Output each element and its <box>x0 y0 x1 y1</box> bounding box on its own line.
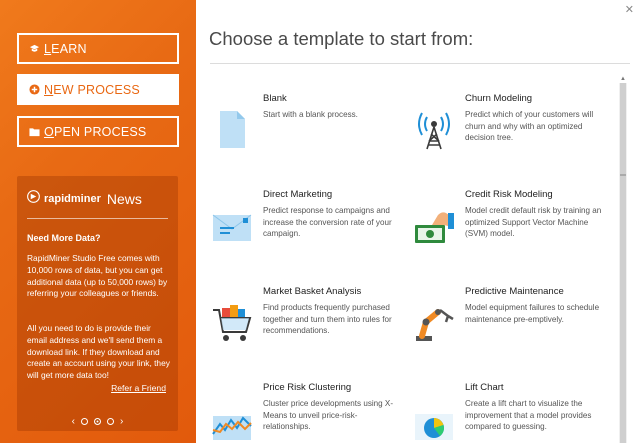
pager-dot-active[interactable] <box>94 418 101 425</box>
template-predictive-maintenance[interactable] <box>412 286 612 376</box>
template-description: Start with a blank process. <box>263 110 358 119</box>
news-paragraph-1: RapidMiner Studio Free comes with 10,000 rows of data, but you can get additional data (up to 50,000 rows) by referring your colleagues or friends. <box>27 253 168 299</box>
news-heading: Need More Data? <box>27 233 101 243</box>
price-chart-icon <box>210 396 254 440</box>
blank-document-icon <box>210 107 254 151</box>
scrollbar-grip-icon <box>620 174 626 176</box>
page-title: Choose a template to start from: <box>209 28 474 49</box>
news-brand: rapidminer <box>44 193 101 205</box>
template-name: Predictive Maintenance <box>465 286 564 297</box>
template-churn-modeling[interactable] <box>412 93 612 183</box>
template-name: Lift Chart <box>465 382 504 393</box>
open-process-label-rest: PEN PROCESS <box>53 124 147 139</box>
template-content <box>196 0 640 443</box>
scrollbar-track[interactable] <box>619 83 627 443</box>
news-panel <box>17 176 178 431</box>
template-direct-marketing[interactable] <box>210 189 410 279</box>
sidebar <box>0 0 196 443</box>
rapidminer-logo-icon <box>27 190 40 208</box>
template-description: Predict response to campaigns and increase the conversion rate of your campaign. <box>263 206 392 239</box>
new-process-button[interactable] <box>17 74 179 105</box>
shopping-cart-icon <box>210 300 254 344</box>
money-hand-icon <box>412 203 456 247</box>
plus-circle-icon <box>28 84 40 96</box>
news-title: News <box>106 191 142 207</box>
template-description: Create a lift chart to visualize the improvement that a model provides compared to guessing. <box>465 399 592 432</box>
template-name: Market Basket Analysis <box>263 286 362 297</box>
template-description: Find products frequently purchased together and turn them into rules for recommendations. <box>263 303 392 336</box>
title-divider <box>210 63 630 64</box>
learn-label-rest: EARN <box>51 41 87 56</box>
robot-arm-icon <box>412 300 456 344</box>
close-icon[interactable]: ✕ <box>624 4 634 16</box>
pie-chart-icon <box>412 396 456 440</box>
scroll-up-icon[interactable]: ▲ <box>620 76 626 82</box>
graduation-cap-icon <box>28 43 40 55</box>
template-name: Credit Risk Modeling <box>465 189 553 200</box>
template-description: Model equipment failures to schedule maintenance pre-emptively. <box>465 303 600 324</box>
scrollbar-thumb[interactable] <box>620 83 626 443</box>
template-name: Direct Marketing <box>263 189 333 200</box>
template-blank[interactable] <box>210 93 410 183</box>
template-price-risk-clustering[interactable] <box>210 382 410 443</box>
template-name: Price Risk Clustering <box>263 382 352 393</box>
radio-tower-icon <box>412 107 456 151</box>
template-description: Model credit default risk by training an optimized Support Vector Machine (SVM) model. <box>465 206 602 239</box>
template-market-basket-analysis[interactable] <box>210 286 410 376</box>
learn-label-first: L <box>44 41 52 56</box>
template-description: Cluster price developments using X-Means to unveil price-risk-relationships. <box>263 399 394 432</box>
template-description: Predict which of your customers will churn and why with an optimized decision tree. <box>465 110 594 143</box>
learn-button[interactable] <box>17 33 179 64</box>
envelope-icon <box>210 203 254 247</box>
template-name: Churn Modeling <box>465 93 533 104</box>
template-lift-chart[interactable] <box>412 382 612 443</box>
open-process-button[interactable] <box>17 116 179 147</box>
open-process-label-first: O <box>44 124 54 139</box>
news-paragraph-2: All you need to do is provide their email address and we'll send them a download link. If they download and create an account using your link, they will get more data too! <box>27 323 170 381</box>
news-divider <box>27 218 168 219</box>
template-name: Blank <box>263 93 287 104</box>
template-credit-risk-modeling[interactable] <box>412 189 612 279</box>
new-process-label-rest: EW PROCESS <box>53 82 140 97</box>
new-process-label-first: N <box>44 82 54 97</box>
folder-icon <box>28 126 40 138</box>
news-header <box>27 190 142 208</box>
news-pager <box>17 416 178 427</box>
pager-next-icon[interactable]: › <box>120 416 124 427</box>
pager-dot[interactable] <box>81 418 88 425</box>
pager-dot[interactable] <box>107 418 114 425</box>
pager-prev-icon[interactable]: ‹ <box>71 416 75 427</box>
refer-a-friend-link[interactable]: Refer a Friend <box>111 383 166 393</box>
